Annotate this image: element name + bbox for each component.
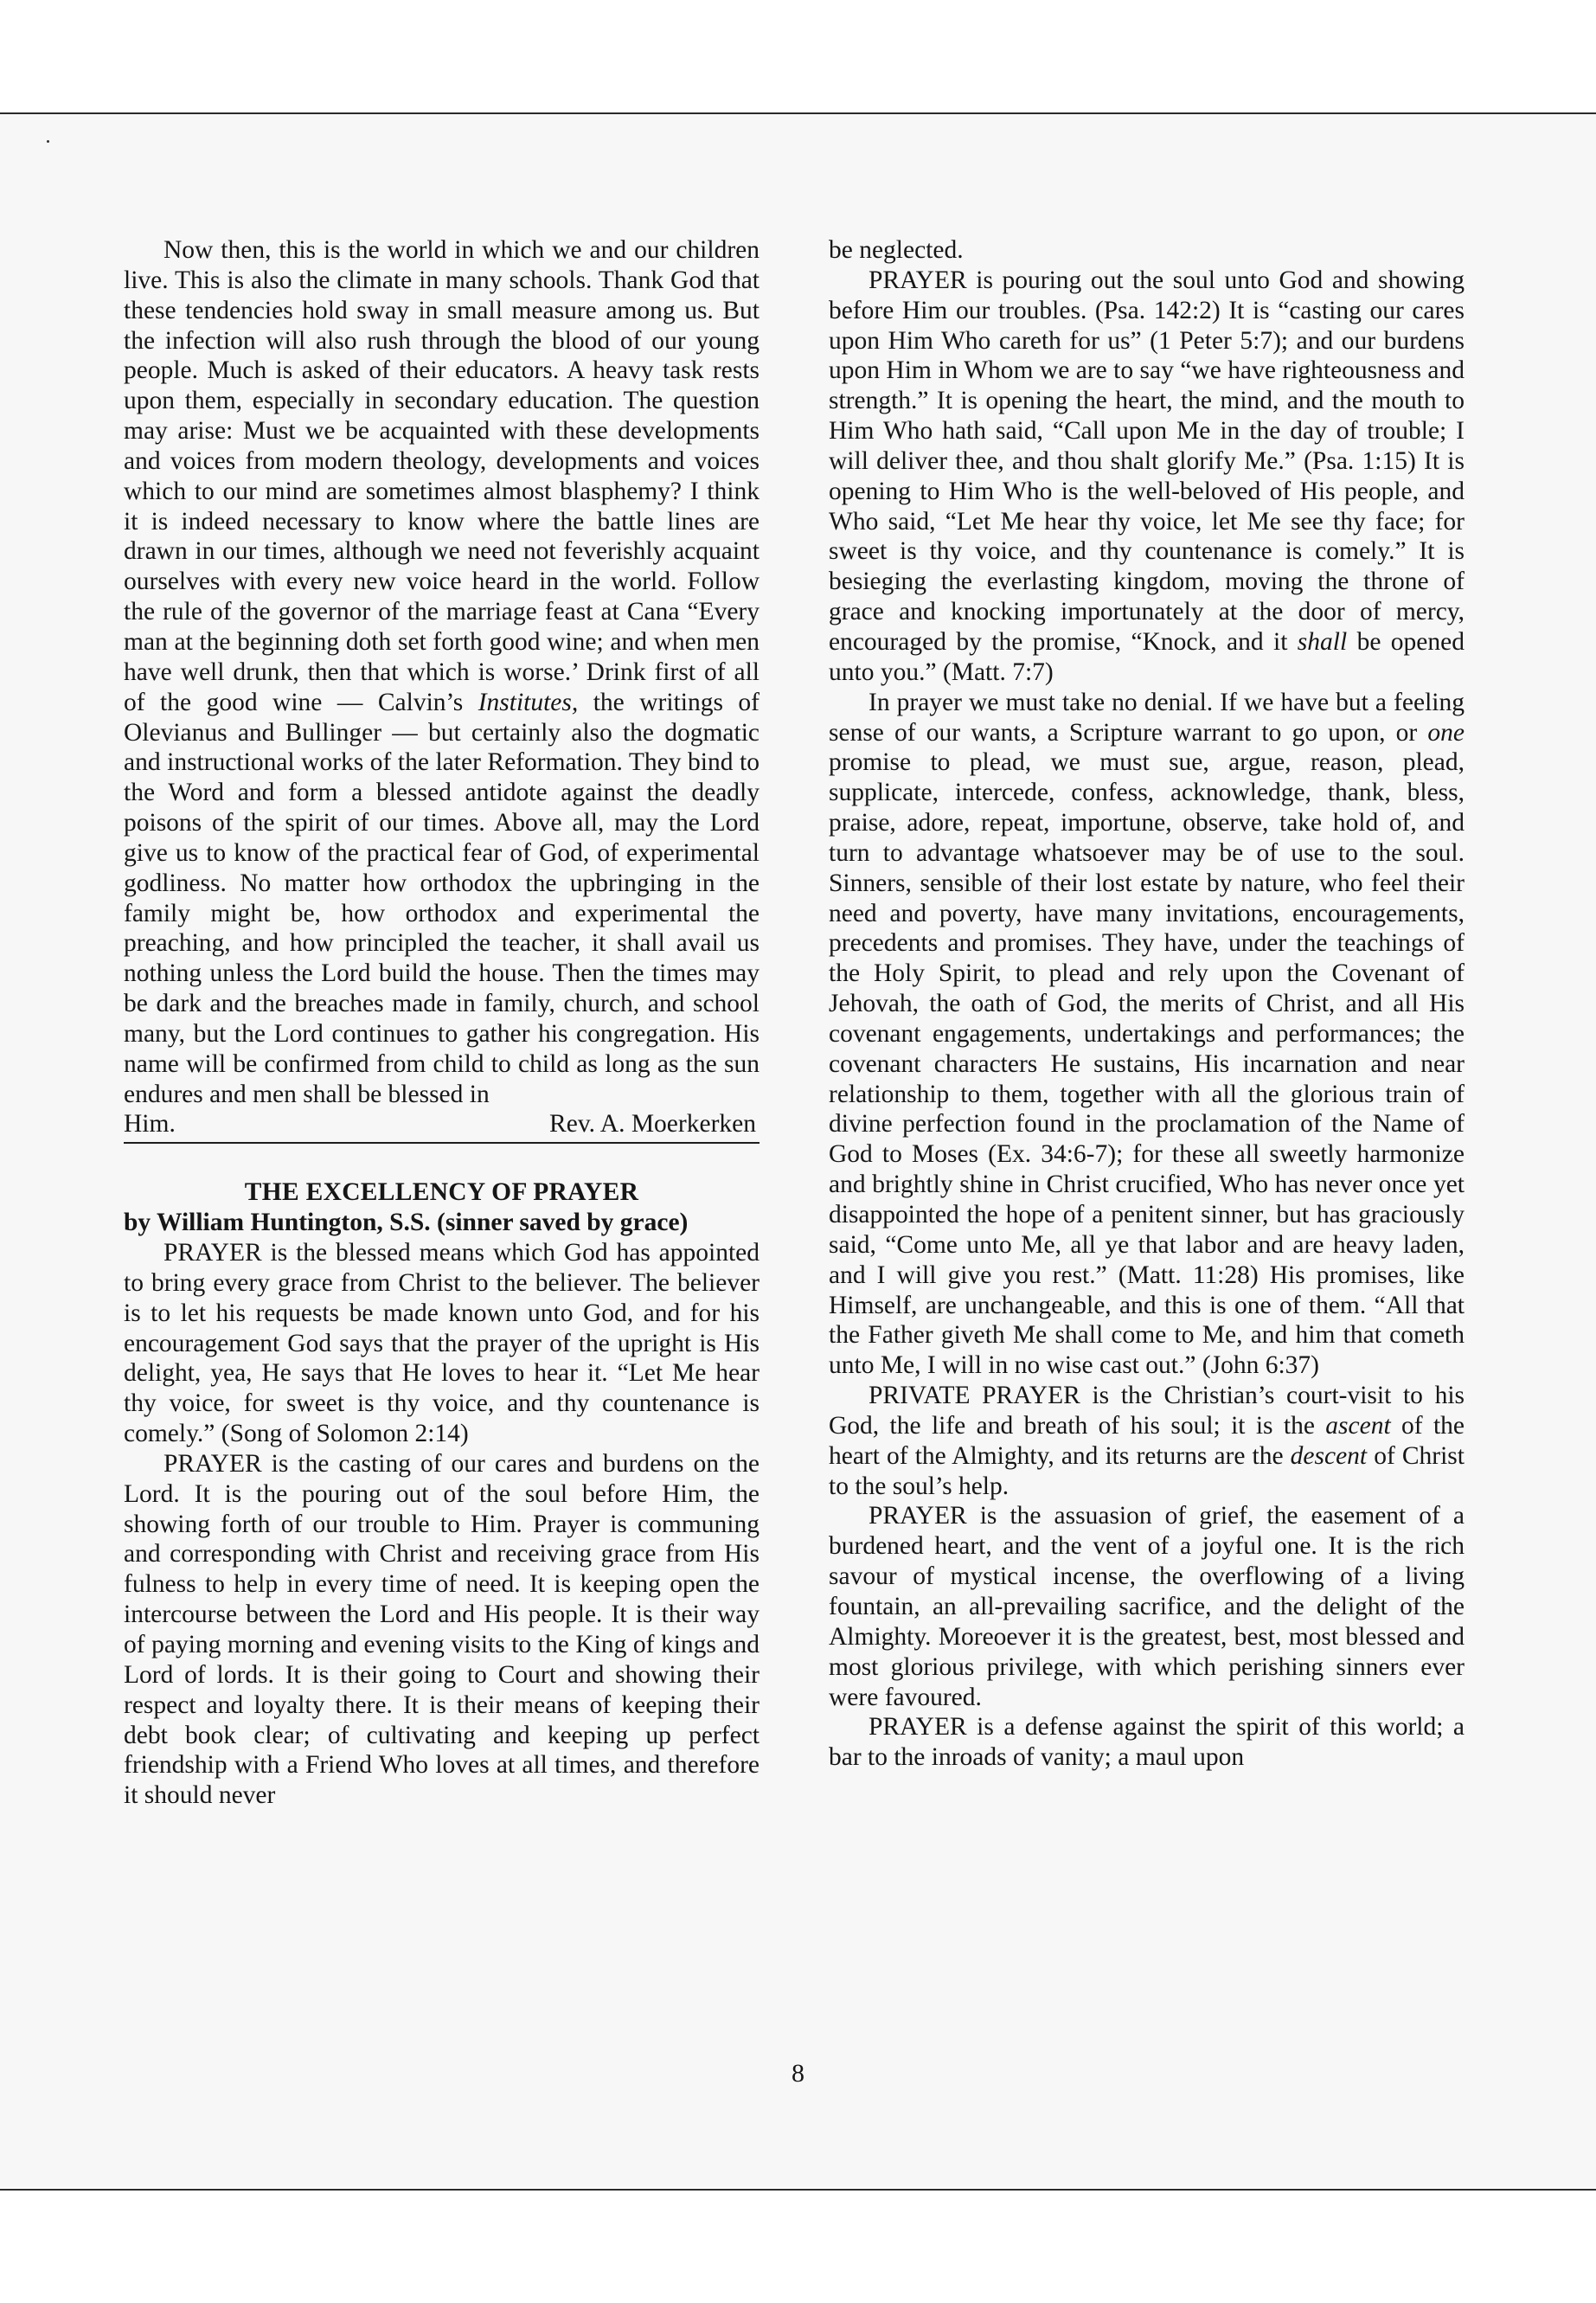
closing-word: Him. [124, 1110, 176, 1139]
paragraph-continuation: be neglected. [829, 236, 964, 264]
paragraph-defense: PRAYER is a defense against the spirit of this world; a bar to the inroads of vanity; a maul upon [829, 1713, 1465, 1772]
scan-bottom-margin [0, 2189, 1596, 2303]
paragraph-prayer-casting: PRAYER is the casting of our cares and burdens on the Lord. It is the pouring out of the soul before Him, the showing forth of our trouble to Him. Prayer is communing and corresponding with Christ and receiving grace from His fulness to help in every time of need. It is keeping open the intercourse between the Lord and His people. It is their way of paying morning and evening visits to the King of kings and Lord of lords. It is their going to Court and showing their respect and loyalty there. It is their means of keeping their debt book clear; of cultivating and keeping up perfect friendship with a Friend Who loves at all times, and therefore it should never [124, 1449, 760, 1810]
article-byline: by William Huntington, S.S. (sinner saved by grace) [124, 1209, 689, 1237]
paragraph-world-climate: Now then, this is the world in which we and our children live. This is also the climate in many schools. Thank God that these tendencies hold sway in small measure among us. But the infection will also rush through the blood of our young people. Much is asked of their educators. A heavy task rests upon them, especially in secondary education. The question may arise: Must we be acquainted with these developments and voices from modern theology, developments and voices which to our mind are sometimes almost blasphemy? I think it is indeed necessary to know where the battle lines are drawn in our times, although we need not feverishly acquaint ourselves with every new voice heard in the world. Follow the rule of the governor of the marriage feast at Cana “Every man at the beginning doth set forth good wine; and when men have well drunk, then that which is worse.’ Drink first of all of the good wine — Calvin’s Institutes, the writings of Olevianus and Bullinger — but certainly also the dogmatic and instructional works of the later Reformation. They bind to the Word and form a blessed antidote against the deadly poisons of the spirit of our times. Above all, may the Lord give us to know of the practical fear of God, of experimental godliness. No matter how orthodox the upbringing in the family might be, how orthodox and experimental the preaching, and how principled the teacher, it shall avail us nothing unless the Lord build the house. Then the times may be dark and the breaches made in family, church, and school many, but the Lord continues to gather his congregation. His name will be confirmed from child to child as long as the sun endures and men shall be blessed in [124, 236, 760, 1108]
right-column [829, 235, 1465, 1773]
scan-top-margin [0, 0, 1596, 114]
paragraph-no-denial: In prayer we must take no denial. If we have but a feeling sense of our wants, a Scripture warrant to go upon, or one promise to plead, we must sue, argue, reason, plead, supplicate, intercede, confess, acknowledge, thank, bless, praise, adore, repeat, importune, observe, take hold of, and turn to advantage whatsoever may be of use to the soul. Sinners, sensible of their lost estate by nature, who feel their need and poverty, have many invitations, encouragements, precedents and promises. They have, under the teachings of the Holy Spirit, to plead and rely upon the Covenant of Jehovah, the oath of God, the merits of Christ, and all His covenant engagements, undertakings and performances; the covenant characters He sustains, His incarnation and near relationship to them, together with all the glorious train of divine perfection found in the proclamation of the Name of God to Moses (Ex. 34:6-7); for these all sweetly harmonize and brightly shine in Christ crucified, Who has never once yet disappointed the hope of a penitent sinner, but has graciously said, “Come unto Me, all ye that labor and are heavy laden, and I will give you rest.” (Matt. 11:28) His promises, like Himself, are unchangeable, and this is one of them. “All that the Father giveth Me shall come to Me, and him that cometh unto Me, I will in no wise cast out.” (John 6:37) [829, 688, 1465, 1380]
paragraph-private-prayer: PRIVATE PRAYER is the Christian’s court-visit to his God, the life and breath of his soul; it is the ascent of the heart of the Almighty, and its returns are the descent of Christ to the soul’s help. [829, 1382, 1465, 1500]
article-title: THE EXCELLENCY OF PRAYER [244, 1178, 639, 1207]
author-signature: Rev. A. Moerkerken [549, 1110, 756, 1139]
scan-speck [47, 140, 49, 143]
paragraph-prayer-pouring: PRAYER is pouring out the soul unto God and showing before Him our troubles. (Psa. 142:2) It is “casting our cares upon Him Who careth for us” (1 Peter 5:7); and our burdens upon Him in Whom we are to say “we have righteousness and strength.” It is opening the heart, the mind, and the mouth to Him Who hath said, “Call upon Me in the day of trouble; I will deliver thee, and thou shalt glorify Me.” (Psa. 1:15) It is opening to Him Who is the well-beloved of His people, and Who said, “Let Me hear thy voice, let Me see thy face; for sweet is thy voice, and thy countenance is comely.” It is besieging the everlasting kingdom, moving the throne of grace and knocking importunately at the door of mercy, encouraged by the promise, “Knock, and it shall be opened unto you.” (Matt. 7:7) [829, 266, 1465, 686]
signature-row [124, 1109, 760, 1144]
page-number: 8 [792, 2059, 804, 2088]
paragraph-prayer-means: PRAYER is the blessed means which God has appointed to bring every grace from Christ to the believer. The believer is to let his requests be made known unto God, and for his encouragement God says that the prayer of the upright is His delight, yea, He says that He loves to hear it. “Let Me hear thy voice, for sweet is thy voice, and thy countenance is comely.” (Song of Solomon 2:14) [124, 1239, 760, 1448]
paragraph-assuasion: PRAYER is the assuasion of grief, the easement of a burdened heart, and the vent of a joyful one. It is the rich savour of mystical incense, the overflowing of a living fountain, an all-prevailing sacrifice, and the delight of the Almighty. Moreoever it is the greatest, best, most blessed and most glorious privilege, with which perishing sinners ever were favoured. [829, 1502, 1465, 1711]
left-column [124, 235, 760, 1811]
